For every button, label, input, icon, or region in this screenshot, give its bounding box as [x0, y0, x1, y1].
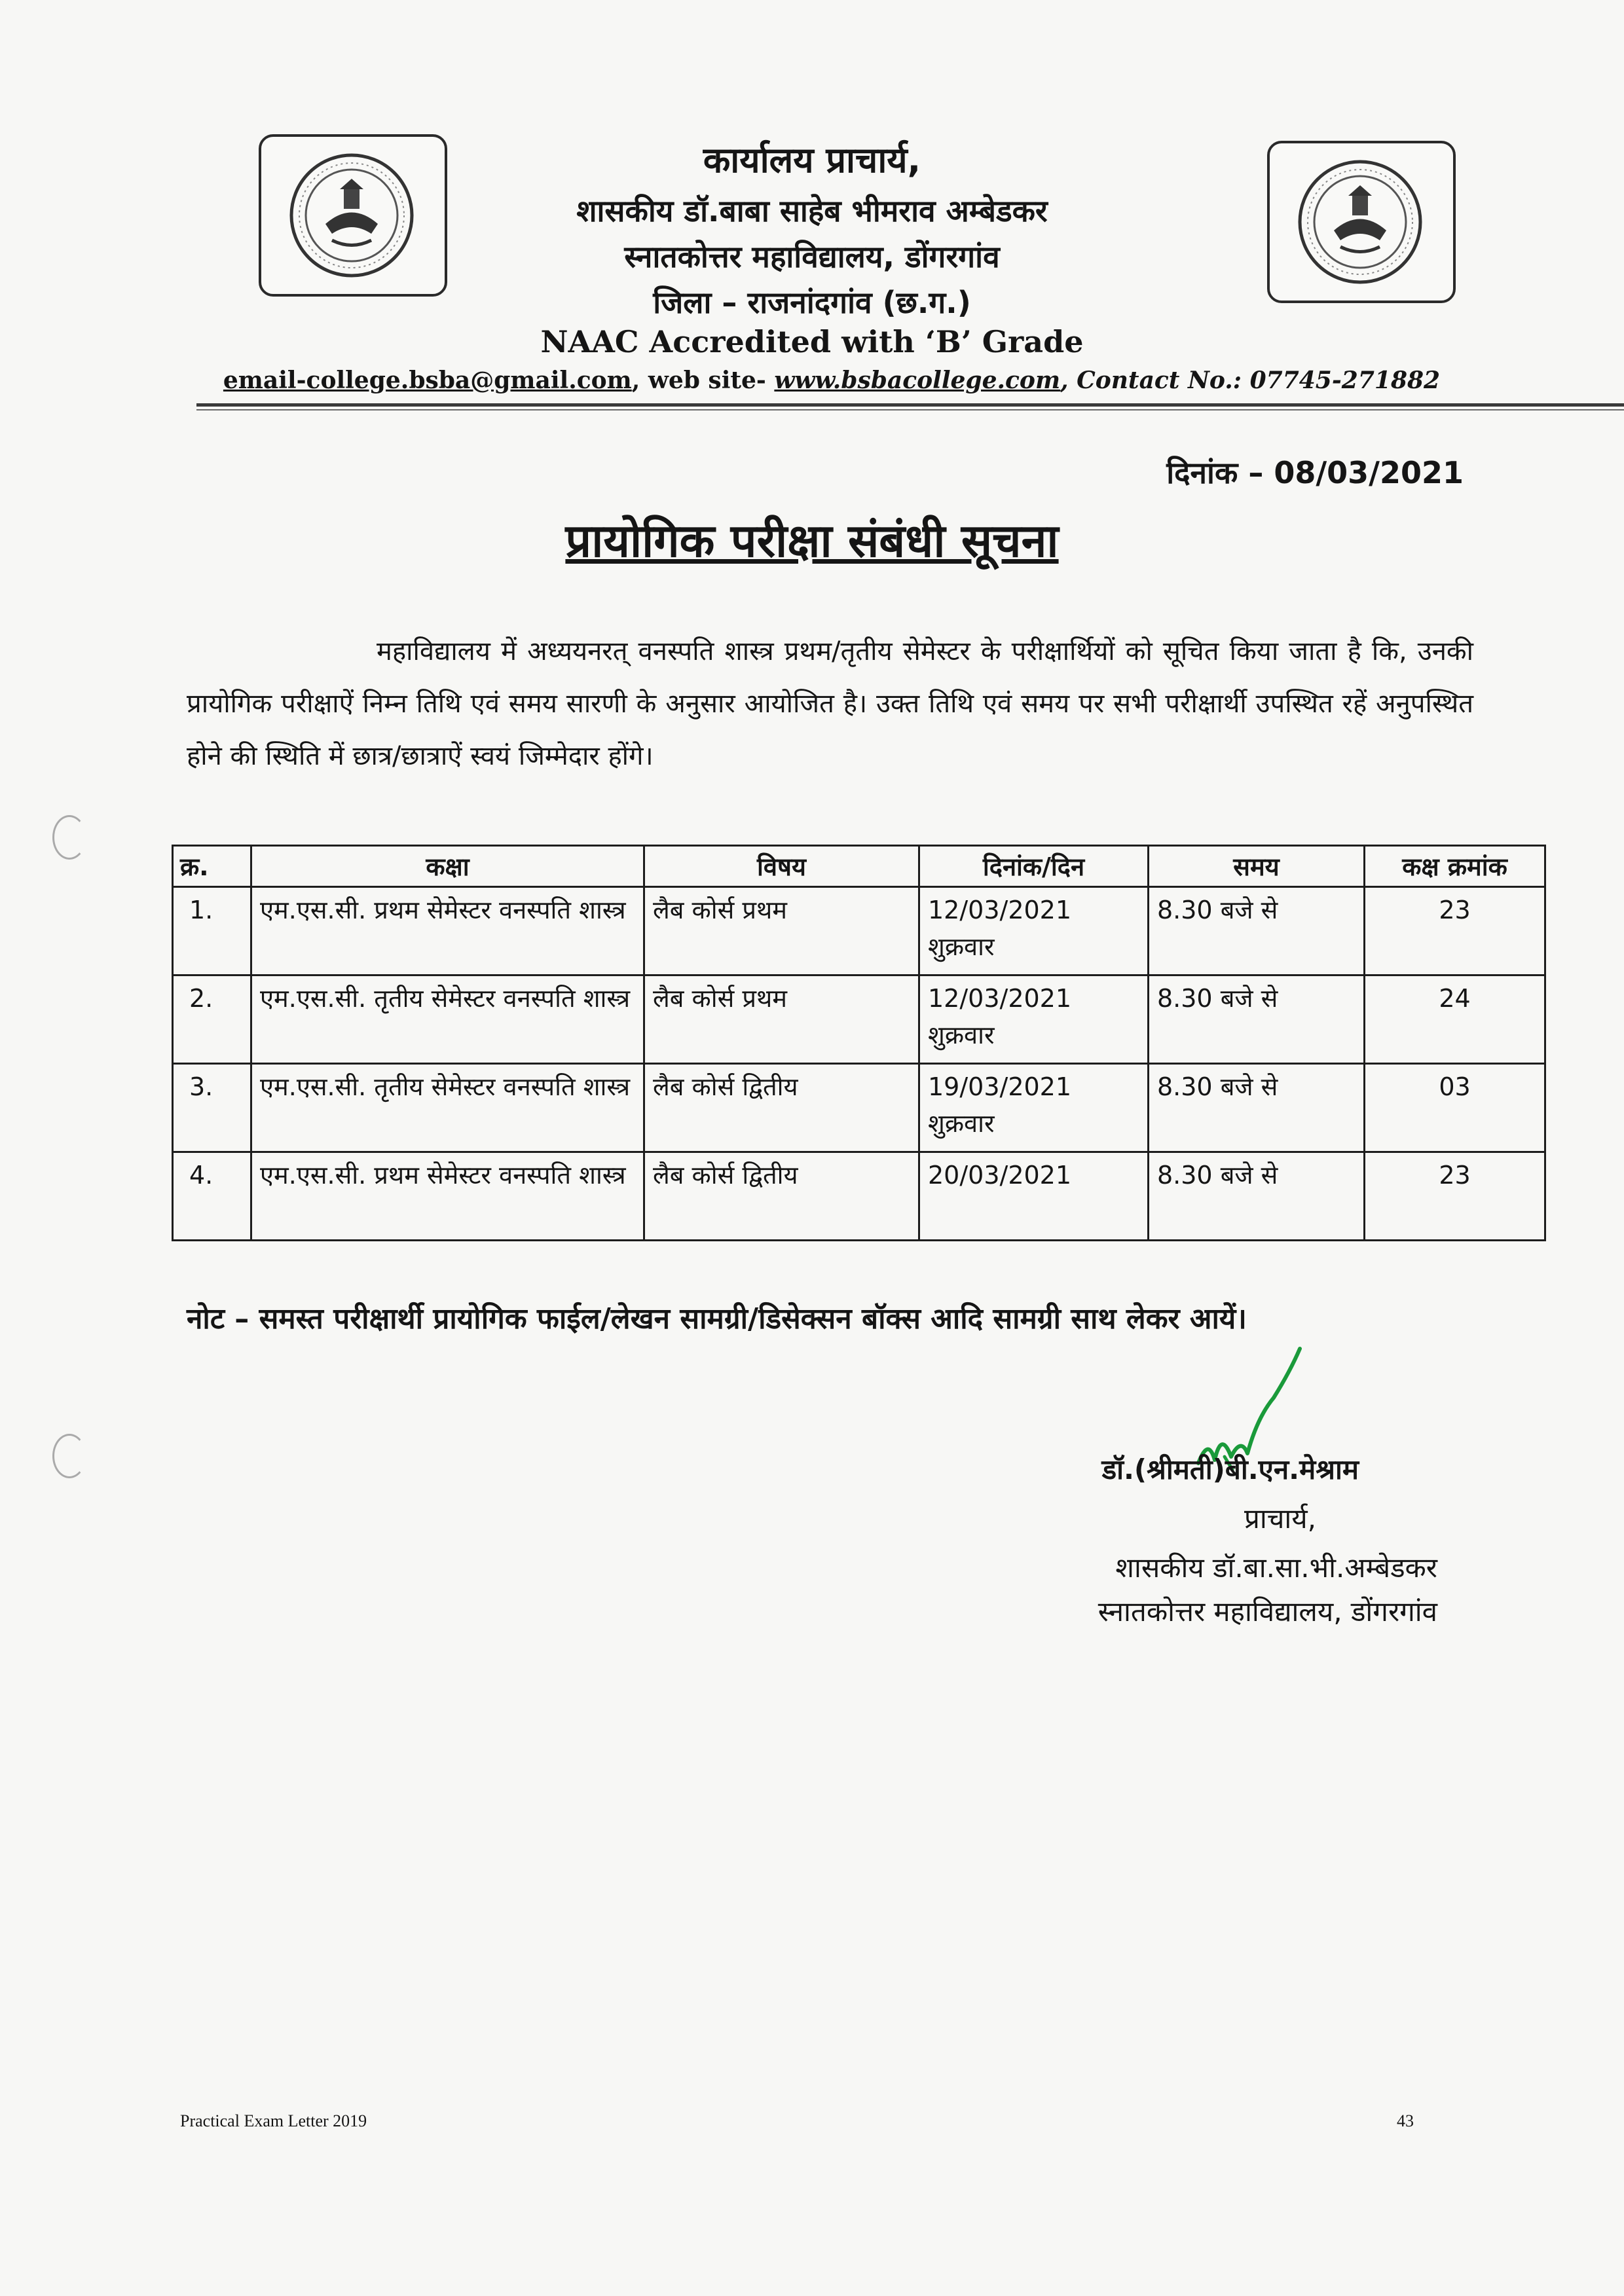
college-website: www.bsbacollege.com [774, 367, 1061, 394]
table-row [173, 1152, 1545, 1241]
row-room: 03 [1365, 1064, 1545, 1152]
signatory-name: डॉ.(श्रीमती)बी.एन.मेश्राम [1101, 1453, 1359, 1485]
notice-body: महाविद्यालय में अध्ययनरत् वनस्पति शास्त्र प्रथम/तृतीय सेमेस्टर के परीक्षार्थियों को सूचित किया जाता है कि, उनकी प्रायोगिक परीक्षाऐं निम्न तिथि एवं समय सारणी के अनुसार आयोजित है। उक्त तिथि एवं समय पर सभी परीक्षार्थी उपस्थित रहें अनुपस्थित होने की स्थिति में छात्र/छात्राऐं स्वयं जिम्मेदार होंगे। [187, 636, 1473, 771]
row-date-day [919, 1064, 1149, 1152]
row-sno: 1. [173, 887, 251, 975]
row-date-day [919, 975, 1149, 1064]
row-time: 8.30 बजे से [1149, 975, 1365, 1064]
exam-schedule-table [172, 845, 1546, 1241]
row-subject: लैब कोर्स प्रथम [644, 975, 919, 1064]
table-row [173, 887, 1545, 975]
contact-number: , Contact No.: 07745-271882 [1060, 367, 1441, 394]
row-room: 24 [1365, 975, 1545, 1064]
col-header-room: कक्ष क्रमांक [1365, 846, 1545, 887]
row-date-day [919, 887, 1149, 975]
college-district-line: जिला – राजनांदगांव (छ.ग.) [653, 285, 971, 320]
row-class: एम.एस.सी. प्रथम सेमेस्टर वनस्पति शास्त्र [251, 1152, 644, 1241]
header-divider-thin [196, 409, 1624, 410]
row-sno: 2. [173, 975, 251, 1064]
row-sno: 4. [173, 1152, 251, 1241]
row-time: 8.30 बजे से [1149, 1064, 1365, 1152]
website-label: , web site- [631, 367, 775, 394]
signatory-college-line2: स्नातकोत्तर महाविद्यालय, डोंगरगांव [1098, 1595, 1437, 1628]
row-subject: लैब कोर्स द्वितीय [644, 1064, 919, 1152]
row-room: 23 [1365, 1152, 1545, 1241]
col-header-time: समय [1149, 846, 1365, 887]
table-header-row [173, 846, 1545, 887]
row-day: शुक्रवार [928, 1021, 995, 1049]
row-subject: लैब कोर्स द्वितीय [644, 1152, 919, 1241]
page-number: 43 [1397, 2111, 1414, 2130]
row-day: शुक्रवार [928, 932, 995, 961]
col-header-date: दिनांक/दिन [919, 846, 1149, 887]
college-emblem-icon [1288, 149, 1432, 293]
contact-line [216, 367, 1447, 394]
naac-accreditation: NAAC Accredited with ‘B’ Grade [540, 324, 1084, 359]
row-class: एम.एस.सी. प्रथम सेमेस्टर वनस्पति शास्त्र [251, 887, 644, 975]
row-time: 8.30 बजे से [1149, 1152, 1365, 1241]
signatory-designation: प्राचार्य, [1244, 1503, 1316, 1535]
row-room: 23 [1365, 887, 1545, 975]
punch-hole-top [52, 815, 86, 860]
row-class: एम.एस.सी. तृतीय सेमेस्टर वनस्पति शास्त्र [251, 1064, 644, 1152]
row-date: 20/03/2021 [928, 1161, 1072, 1190]
col-header-sno: क्र. [173, 846, 251, 887]
office-heading: कार्यालय प्राचार्य, [703, 139, 921, 181]
college-email: email-college.bsba@gmail.com [223, 367, 632, 394]
row-time: 8.30 बजे से [1149, 887, 1365, 975]
row-class: एम.एस.सी. तृतीय सेमेस्टर वनस्पति शास्त्र [251, 975, 644, 1064]
header-divider [196, 403, 1624, 407]
row-subject: लैब कोर्स प्रथम [644, 887, 919, 975]
college-name-line1: शासकीय डॉ.बाबा साहेब भीमराव अम्बेडकर [576, 193, 1048, 228]
table-row [173, 1064, 1545, 1152]
row-date: 12/03/2021 [928, 984, 1072, 1013]
row-day: शुक्रवार [928, 1109, 995, 1138]
punch-hole-bottom [52, 1434, 86, 1478]
notice-date: दिनांक – 08/03/2021 [1166, 455, 1464, 490]
notice-title: प्रायोगिक परीक्षा संबंधी सूचना [565, 514, 1059, 568]
col-header-subject: विषय [644, 846, 919, 887]
college-name-line2: स्नातकोत्तर महाविद्यालय, डोंगरगांव [624, 239, 1000, 274]
college-logo-right [1267, 141, 1456, 303]
table-row [173, 975, 1545, 1064]
row-date: 19/03/2021 [928, 1072, 1072, 1101]
row-sno: 3. [173, 1064, 251, 1152]
footer-document-label: Practical Exam Letter 2019 [180, 2111, 367, 2130]
row-date: 12/03/2021 [928, 896, 1072, 924]
notice-note: नोट – समस्त परीक्षार्थी प्रायोगिक फाईल/लेखन सामग्री/डिसेक्सन बॉक्स आदि सामग्री साथ लेकर आयें। [187, 1302, 1247, 1336]
col-header-class: कक्षा [251, 846, 644, 887]
signatory-college-line1: शासकीय डॉ.बा.सा.भी.अम्बेडकर [1115, 1552, 1437, 1584]
row-date-day [919, 1152, 1149, 1241]
